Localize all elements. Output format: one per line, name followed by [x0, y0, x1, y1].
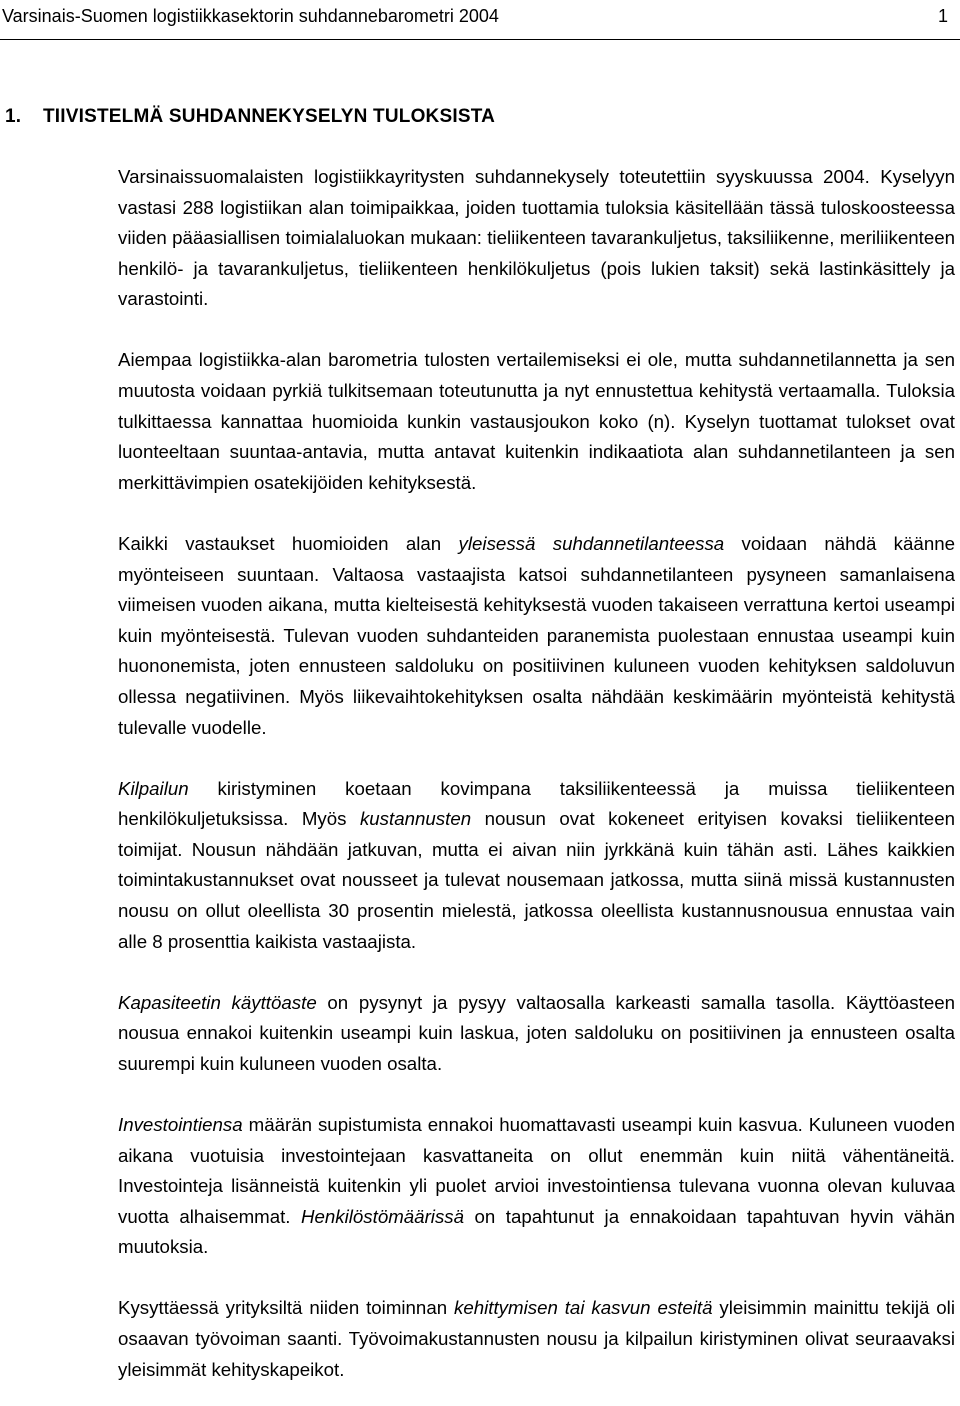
- text-span: yleisimmin mainittu tekijä oli osaavan työvoiman saanti. Työvoimakustannusten nousu ja kilpailun kiristyminen olivat seuraavaksi yleisimmät kehityskapeikot.: [118, 1297, 955, 1380]
- section-number: 1.: [5, 106, 22, 127]
- document-body: [118, 162, 955, 1385]
- paragraph-comparison: Aiempaa logistiikka-alan barometria tulosten vertailemiseksi ei ole, mutta suhdannetilannetta ja sen muutosta voidaan pyrkiä tulkitsemaan toteutunutta ja nyt ennustettua kehitystä vertaamalla. Tuloksia tulkittaessa kannattaa huomioida kunkin vastausjoukon koko (n). Kyselyn tuottamat tulokset ovat luonteeltaan suuntaa-antavia, mutta antavat kuitenkin indikaatiota alan suhdannetilanteen ja sen merkittävimpien osatekijöiden kehityksestä.: [118, 349, 955, 493]
- paragraph-survey-intro: Varsinaissuomalaisten logistiikkayritysten suhdannekysely toteutettiin syyskuussa 2004. Kyselyyn vastasi 288 logistiikan alan toimipaikkaa, joiden tuottamia tuloksia käsitellään tässä tuloskoosteessa viiden pääasiallisen toimialaluokan mukaan: tieliikenteen tavarankuljetus, taksiliikenne, meriliikenteen henkilö- ja tavarankuljetus, tieliikenteen henkilökuljetus (pois lukien taksit) sekä lastinkäsittely ja varastointi.: [118, 166, 955, 310]
- emphasis-term: Henkilöstömäärissä: [300, 1205, 465, 1227]
- text-span: Kysyttäessä yrityksiltä niiden toiminnan: [118, 1297, 454, 1319]
- page-header: [0, 0, 960, 40]
- paragraph-competition-costs: [118, 774, 955, 958]
- text-span: määrän supistumista ennakoi huomattavasti useampi kuin kasvua. Kuluneen vuoden aikana vuotuisia investointejaan kasvattaneita on ollut enemmän kuin niitä vähentäneitä. Investointeja lisänneistä kuitenkin yli puolet arvioi investointiensa tulevana vuonna olevan kuluvaa vuotta alhaisemmat.: [118, 1113, 955, 1227]
- emphasis-term: Kilpailun: [118, 777, 189, 799]
- document-title: Varsinais-Suomen logistiikkasektorin suhdannebarometri 2004: [2, 6, 499, 26]
- emphasis-term: Kapasiteetin käyttöaste: [118, 991, 317, 1013]
- emphasis-term: Investointiensa: [118, 1113, 243, 1135]
- text-span: nousun ovat kokeneet erityisen kovaksi tieliikenteen toimijat. Nousun nähdään jatkuvan, mutta ei aivan niin jyrkkänä kuin tähän asti. Lähes kaikkien toimintakustannukset ovat nousseet ja tulevat nousemaan jatkossa, mutta siinä missä kustannusten nousu on ollut oleellista 30 prosentin mielestä, jatkossa oleellista kustannusnousua ennustaa vain alle 8 prosenttia kaikista vastaajista.: [118, 808, 955, 952]
- section-title: TIIVISTELMÄ SUHDANNEKYSELYN TULOKSISTA: [43, 106, 496, 127]
- emphasis-term: kehittymisen tai kasvun esteitä: [454, 1297, 713, 1319]
- text-span: on pysynyt ja pysyy valtaosalla karkeasti samalla tasolla. Käyttöasteen nousua ennakoi kuitenkin useampi kuin laskua, joten saldoluku on positiivinen ja ennusteen osalta suurempi kuin kuluneen vuoden osalta.: [118, 991, 955, 1074]
- emphasis-term: yleisessä suhdannetilanteessa: [458, 532, 725, 554]
- section-heading: [5, 106, 495, 128]
- emphasis-term: kustannusten: [359, 808, 472, 830]
- text-span: kiristyminen koetaan kovimpana taksiliikenteessä ja muissa tieliikenteen henkilökuljetuksissa. Myös: [118, 777, 955, 830]
- text-span: voidaan nähdä käänne myönteiseen suuntaan. Valtaosa vastaajista katsoi suhdannetilanteen pysyneen samanlaisena viimeisen vuoden aikana, mutta kielteisestä kehityksestä vuoden takaiseen verrattuna kertoi useampi kuin myönteisestä. Tulevan vuoden suhdanteiden paranemista puolestaan ennustaa useampi kuin huononemista, joten ennusteen saldoluku on positiivinen kuluneen vuoden kehityksen saldoluvun ollessa negatiivinen. Myös liikevaihtokehityksen osalta nähdään keskimäärin myönteistä kehitystä tulevalle vuodelle.: [118, 532, 955, 738]
- paragraph-general-outlook: [118, 529, 955, 743]
- paragraph-capacity: [118, 988, 955, 1080]
- page-number: 1: [937, 6, 948, 26]
- paragraph-investments: [118, 1110, 955, 1263]
- text-span: Kaikki vastaukset huomioiden alan: [118, 532, 459, 554]
- text-span: on tapahtunut ja ennakoidaan tapahtuvan hyvin vähän muutoksia.: [118, 1205, 955, 1258]
- paragraph-obstacles: [118, 1293, 955, 1385]
